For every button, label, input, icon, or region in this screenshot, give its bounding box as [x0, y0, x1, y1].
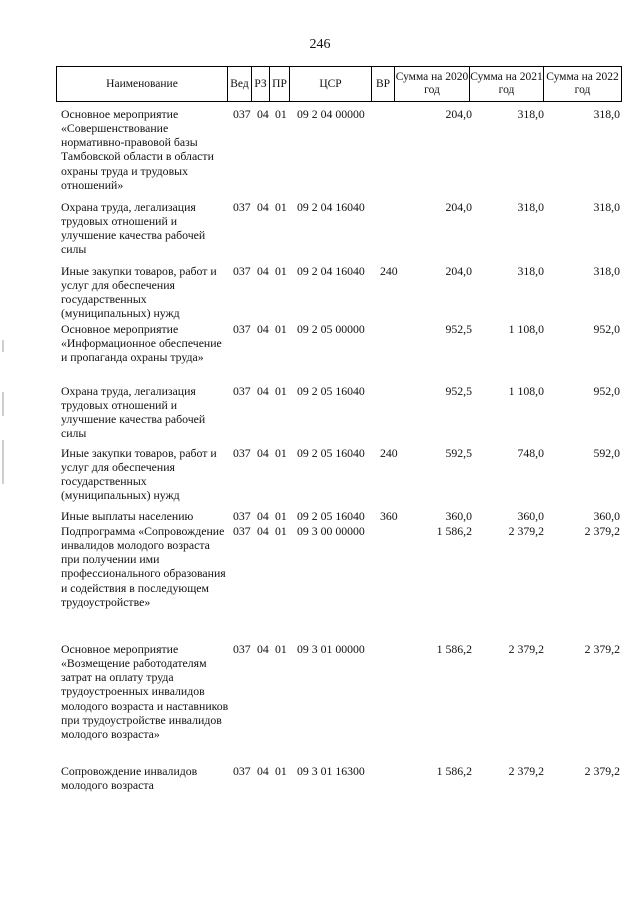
scan-edge-mark [2, 440, 4, 484]
cell-rz: 04 [257, 264, 269, 278]
cell-rz: 04 [257, 509, 269, 523]
cell-s2021: 2 379,2 [508, 642, 544, 656]
cell-name: Охрана труда, легализация трудовых отношений и улучшение качества рабочей силы [61, 200, 206, 257]
cell-csr: 09 3 01 00000 [297, 642, 365, 656]
cell-csr: 09 3 00 00000 [297, 524, 365, 538]
header-csr: ЦСР [290, 67, 372, 101]
cell-rz: 04 [257, 446, 269, 460]
table-header [56, 66, 622, 102]
scan-edge-mark [2, 392, 4, 416]
cell-ved: 037 [233, 524, 251, 538]
cell-pr: 01 [275, 384, 287, 398]
cell-s2020: 592,5 [445, 446, 472, 460]
header-name: Наименование [57, 67, 228, 101]
cell-vr: 360 [380, 509, 398, 523]
header-sum-2021: Сумма на 2021 год [470, 67, 544, 101]
cell-s2022: 952,0 [593, 322, 620, 336]
cell-s2022: 2 379,2 [584, 764, 620, 778]
cell-s2021: 2 379,2 [508, 524, 544, 538]
cell-s2021: 360,0 [517, 509, 544, 523]
cell-s2021: 1 108,0 [508, 384, 544, 398]
cell-csr: 09 2 05 00000 [297, 322, 365, 336]
cell-rz: 04 [257, 384, 269, 398]
cell-ved: 037 [233, 764, 251, 778]
cell-s2020: 204,0 [445, 107, 472, 121]
cell-s2020: 1 586,2 [436, 642, 472, 656]
cell-name: Основное мероприятие «Информационное обеспечение и пропаганда охраны труда» [61, 322, 222, 365]
cell-ved: 037 [233, 200, 251, 214]
header-pr: ПР [270, 67, 290, 101]
cell-s2021: 318,0 [517, 200, 544, 214]
cell-pr: 01 [275, 446, 287, 460]
cell-pr: 01 [275, 107, 287, 121]
cell-csr: 09 2 04 16040 [297, 264, 365, 278]
cell-ved: 037 [233, 509, 251, 523]
header-ved: Вед [228, 67, 252, 101]
header-rz: РЗ [252, 67, 270, 101]
cell-rz: 04 [257, 524, 269, 538]
cell-s2022: 318,0 [593, 264, 620, 278]
cell-name: Основное мероприятие «Возмещение работодателям затрат на оплату труда трудоустроенных инвалидов молодого возраста и наставников при трудоустройстве инвалидов молодого возраста» [61, 642, 229, 741]
cell-s2022: 2 379,2 [584, 642, 620, 656]
cell-pr: 01 [275, 509, 287, 523]
cell-csr: 09 2 04 00000 [297, 107, 365, 121]
cell-ved: 037 [233, 642, 251, 656]
cell-name: Сопровождение инвалидов молодого возраста [61, 764, 198, 793]
cell-s2020: 1 586,2 [436, 524, 472, 538]
cell-s2021: 1 108,0 [508, 322, 544, 336]
cell-name: Основное мероприятие «Совершенствование нормативно-правовой базы Тамбовской области в области охраны труда и трудовых отношений» [61, 107, 214, 192]
page-number: 246 [309, 37, 331, 52]
cell-ved: 037 [233, 107, 251, 121]
cell-rz: 04 [257, 107, 269, 121]
cell-s2021: 318,0 [517, 107, 544, 121]
cell-s2020: 952,5 [445, 322, 472, 336]
cell-name: Охрана труда, легализация трудовых отношений и улучшение качества рабочей силы [61, 384, 206, 441]
cell-rz: 04 [257, 764, 269, 778]
header-sum-2022: Сумма на 2022 год [546, 71, 619, 96]
cell-s2022: 592,0 [593, 446, 620, 460]
cell-s2020: 952,5 [445, 384, 472, 398]
cell-s2021: 748,0 [517, 446, 544, 460]
cell-rz: 04 [257, 642, 269, 656]
cell-name: Подпрограмма «Сопровождение инвалидов молодого возраста при получении ими профессионального образования и содействия в последующем трудоустройстве» [61, 524, 226, 609]
cell-pr: 01 [275, 524, 287, 538]
cell-s2022: 360,0 [593, 509, 620, 523]
cell-s2022: 2 379,2 [584, 524, 620, 538]
cell-ved: 037 [233, 384, 251, 398]
cell-s2022: 318,0 [593, 107, 620, 121]
cell-ved: 037 [233, 446, 251, 460]
cell-csr: 09 2 04 16040 [297, 200, 365, 214]
cell-name: Иные выплаты населению [61, 509, 194, 523]
cell-name: Иные закупки товаров, работ и услуг для обеспечения государственных (муниципальных) нужд [61, 264, 217, 321]
cell-s2020: 204,0 [445, 200, 472, 214]
cell-pr: 01 [275, 200, 287, 214]
cell-vr: 240 [380, 446, 398, 460]
cell-csr: 09 2 05 16040 [297, 509, 365, 523]
cell-name: Иные закупки товаров, работ и услуг для обеспечения государственных (муниципальных) нужд [61, 446, 217, 503]
cell-pr: 01 [275, 764, 287, 778]
cell-s2021: 318,0 [517, 264, 544, 278]
cell-rz: 04 [257, 322, 269, 336]
cell-pr: 01 [275, 322, 287, 336]
cell-vr: 240 [380, 264, 398, 278]
cell-ved: 037 [233, 322, 251, 336]
scan-edge-mark [2, 340, 4, 352]
cell-pr: 01 [275, 264, 287, 278]
header-sum-2020: Сумма на 2020 год [395, 67, 470, 101]
cell-s2020: 1 586,2 [436, 764, 472, 778]
cell-rz: 04 [257, 200, 269, 214]
cell-s2020: 204,0 [445, 264, 472, 278]
cell-s2022: 318,0 [593, 200, 620, 214]
cell-csr: 09 3 01 16300 [297, 764, 365, 778]
cell-ved: 037 [233, 264, 251, 278]
cell-csr: 09 2 05 16040 [297, 446, 365, 460]
cell-s2021: 2 379,2 [508, 764, 544, 778]
cell-pr: 01 [275, 642, 287, 656]
cell-s2022: 952,0 [593, 384, 620, 398]
header-vr: ВР [372, 67, 395, 101]
cell-s2020: 360,0 [445, 509, 472, 523]
cell-csr: 09 2 05 16040 [297, 384, 365, 398]
